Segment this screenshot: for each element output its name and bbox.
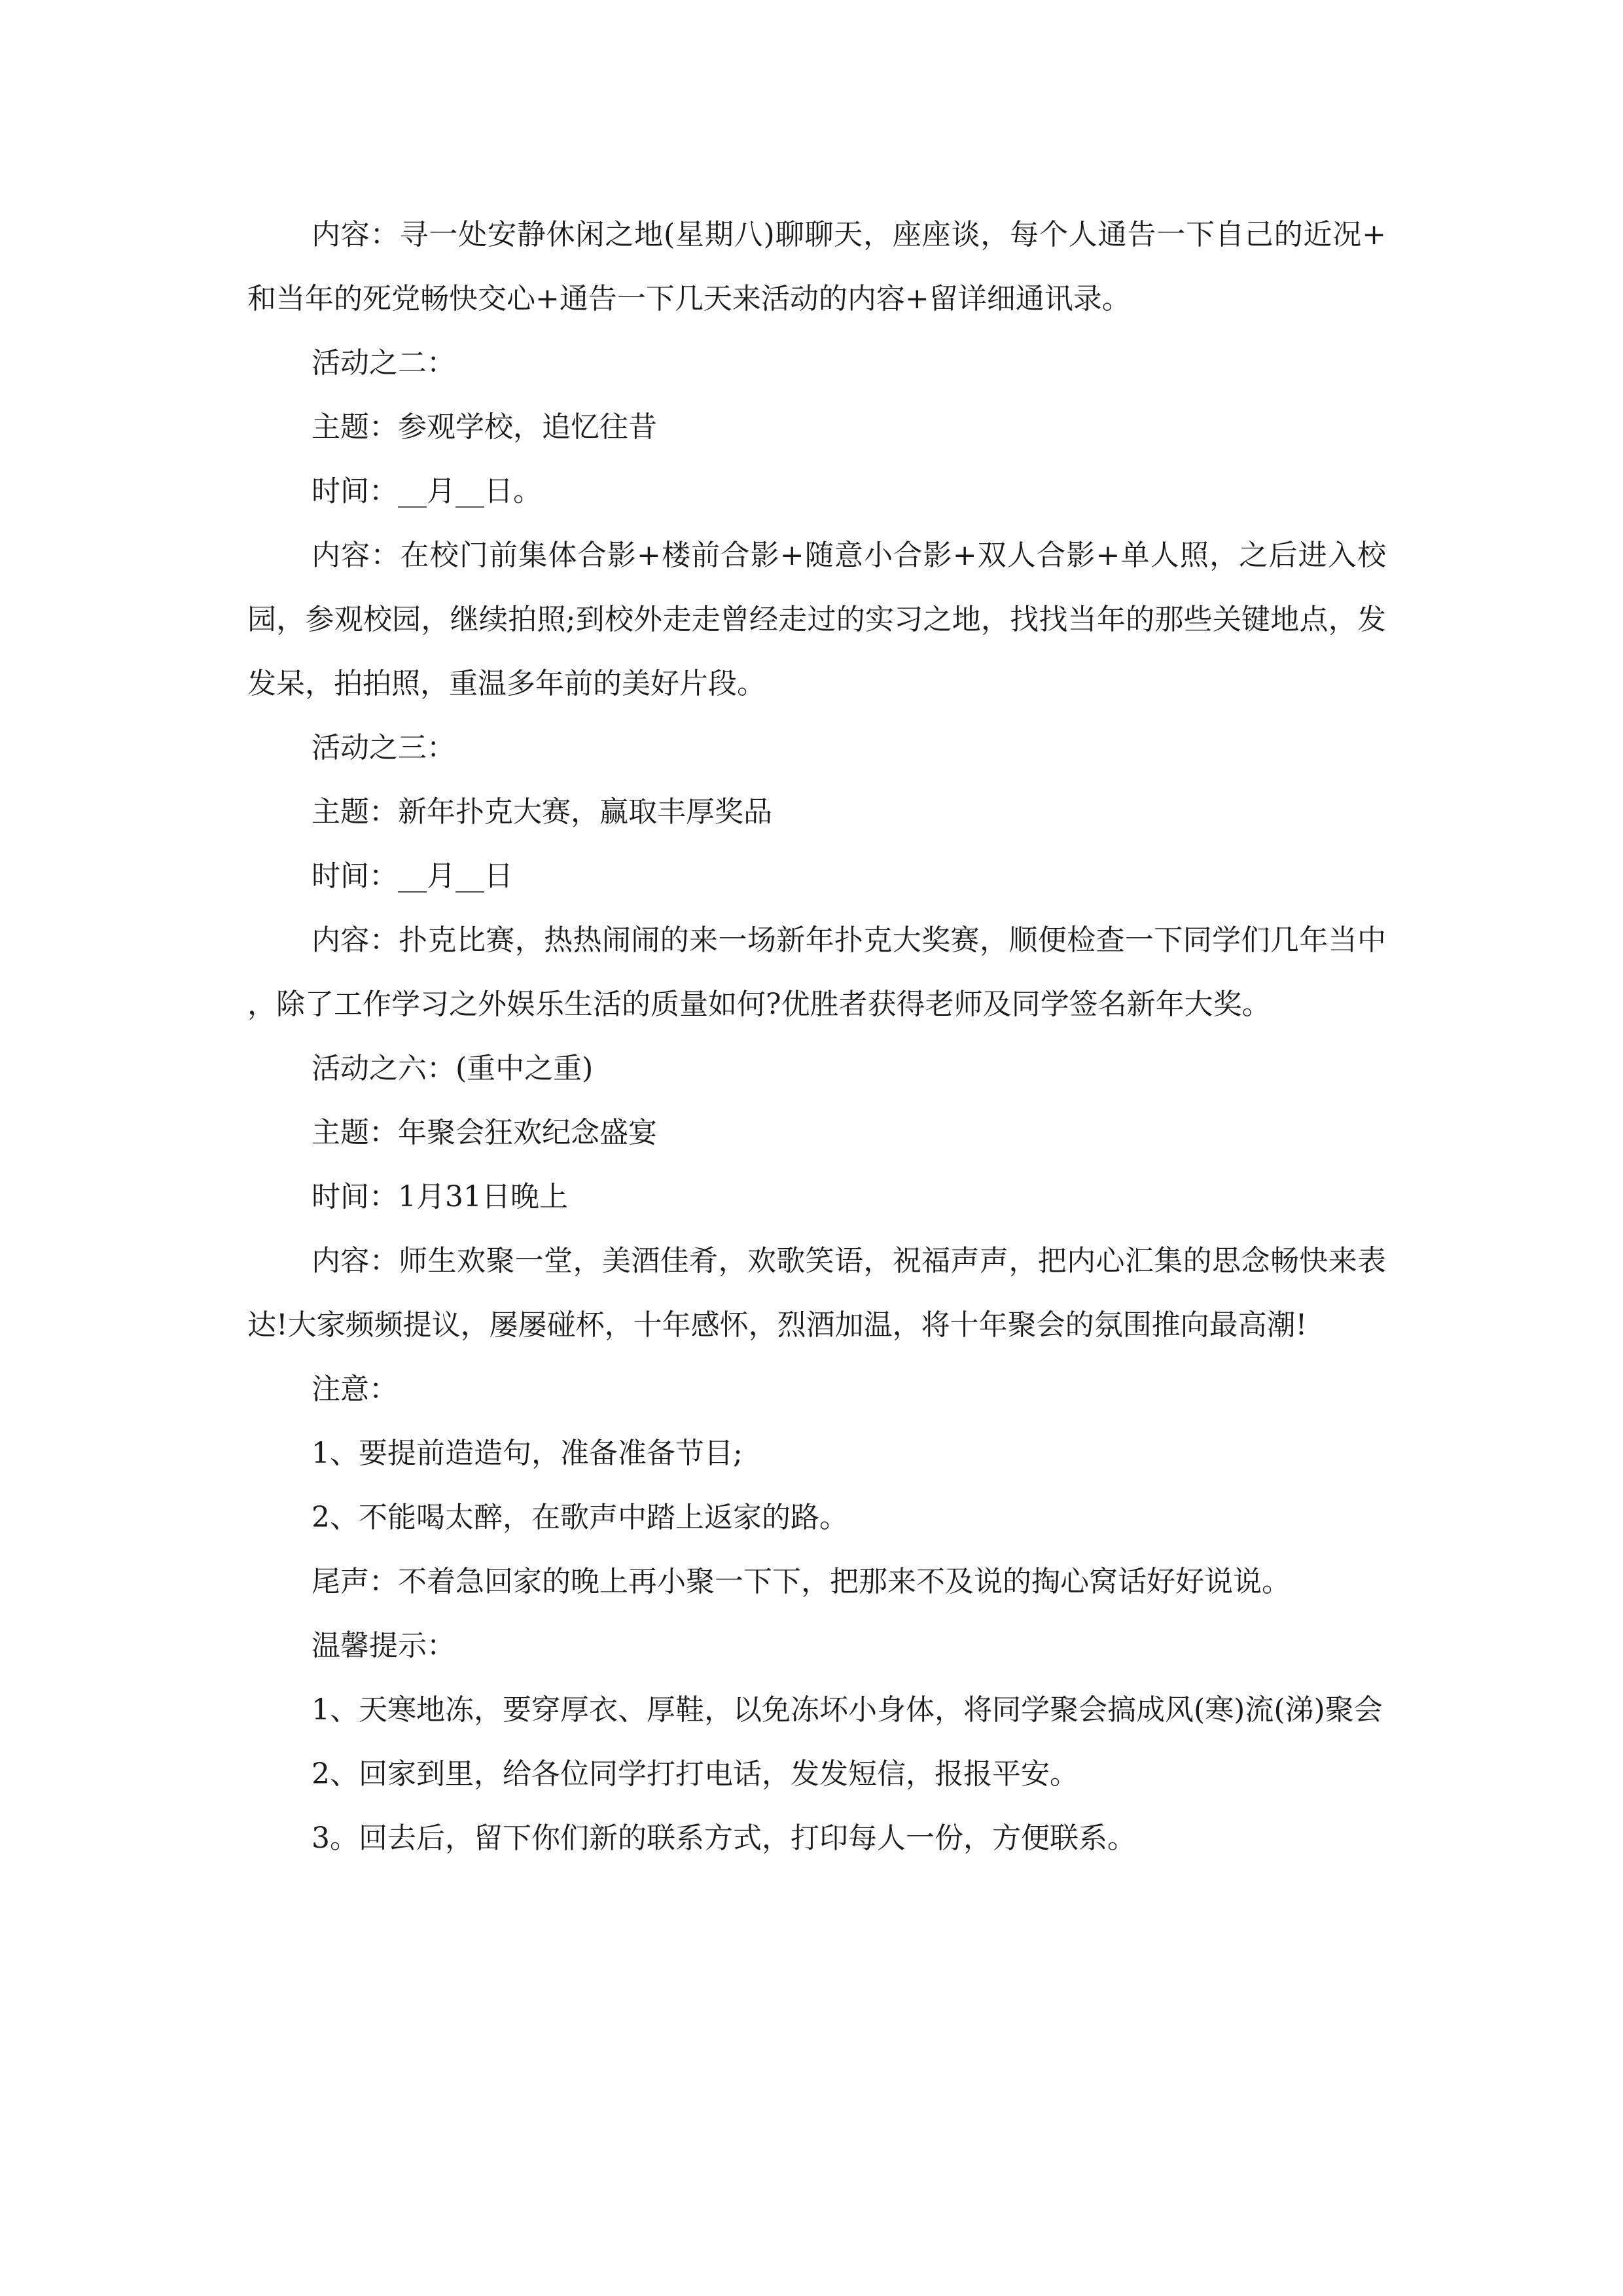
paragraph-tip-3: 3。回去后，留下你们新的联系方式，打印每人一份，方便联系。 [312,1821,1136,1855]
paragraph-activity-2-time: 时间：__月__日。 [312,475,542,508]
paragraph-note-2: 2、不能喝太醉，在歌声中踏上返家的路。 [312,1501,848,1534]
paragraph-activity-3-heading: 活动之三： [312,731,455,764]
paragraph-note-1: 1、要提前造造句，准备准备节目; [312,1437,743,1470]
paragraph-activity-2-heading: 活动之二： [312,346,455,380]
document-page [247,203,1386,1871]
paragraph-activity-6-heading: 活动之六：(重中之重) [312,1052,594,1085]
paragraph-activity-6-theme: 主题：年聚会狂欢纪念盛宴 [312,1116,657,1149]
paragraph-activity-6-content: 内容：师生欢聚一堂，美酒佳肴，欢歌笑语，祝福声声，把内心汇集的思念畅快来表达!大家频频提议，屡屡碰杯，十年感怀，烈酒加温，将十年聚会的氛围推向最高潮! [247,1244,1386,1342]
paragraph-activity-3-content: 内容：扑克比赛，热热闹闹的来一场新年扑克大奖赛，顺便检查一下同学们几年当中，除了工作学习之外娱乐生活的质量如何?优胜者获得老师及同学签名新年大奖。 [247,924,1386,1021]
paragraph-activity-6-time: 时间：1月31日晚上 [312,1180,568,1213]
paragraph-activity-3-time: 时间：__月__日 [312,859,513,893]
paragraph-tip-1: 1、天寒地冻，要穿厚衣、厚鞋，以免冻坏小身体，将同学聚会搞成风(寒)流(涕)聚会 [312,1693,1383,1727]
paragraph-epilogue: 尾声：不着急回家的晚上再小聚一下下，把那来不及说的掏心窝话好好说说。 [312,1565,1291,1598]
paragraph-activity-3-theme: 主题：新年扑克大赛，赢取丰厚奖品 [312,795,772,829]
paragraph-activity-2-theme: 主题：参观学校，追忆往昔 [312,410,657,444]
paragraph-tips-heading: 温馨提示： [312,1629,455,1662]
paragraph-activity-2-content: 内容：在校门前集体合影+楼前合影+随意小合影+双人合影+单人照，之后进入校园，参观校园，继续拍照;到校外走走曾经走过的实习之地，找找当年的那些关键地点，发发呆，拍拍照，重温多年前的美好片段。 [247,539,1386,700]
paragraph-content-chat: 内容：寻一处安静休闲之地(星期八)聊聊天，座座谈，每个人通告一下自己的近况+和当年的死党畅快交心+通告一下几天来活动的内容+留详细通讯录。 [247,218,1386,315]
paragraph-tip-2: 2、回家到里，给各位同学打打电话，发发短信，报报平安。 [312,1757,1079,1791]
paragraph-notes-heading: 注意： [312,1372,398,1406]
